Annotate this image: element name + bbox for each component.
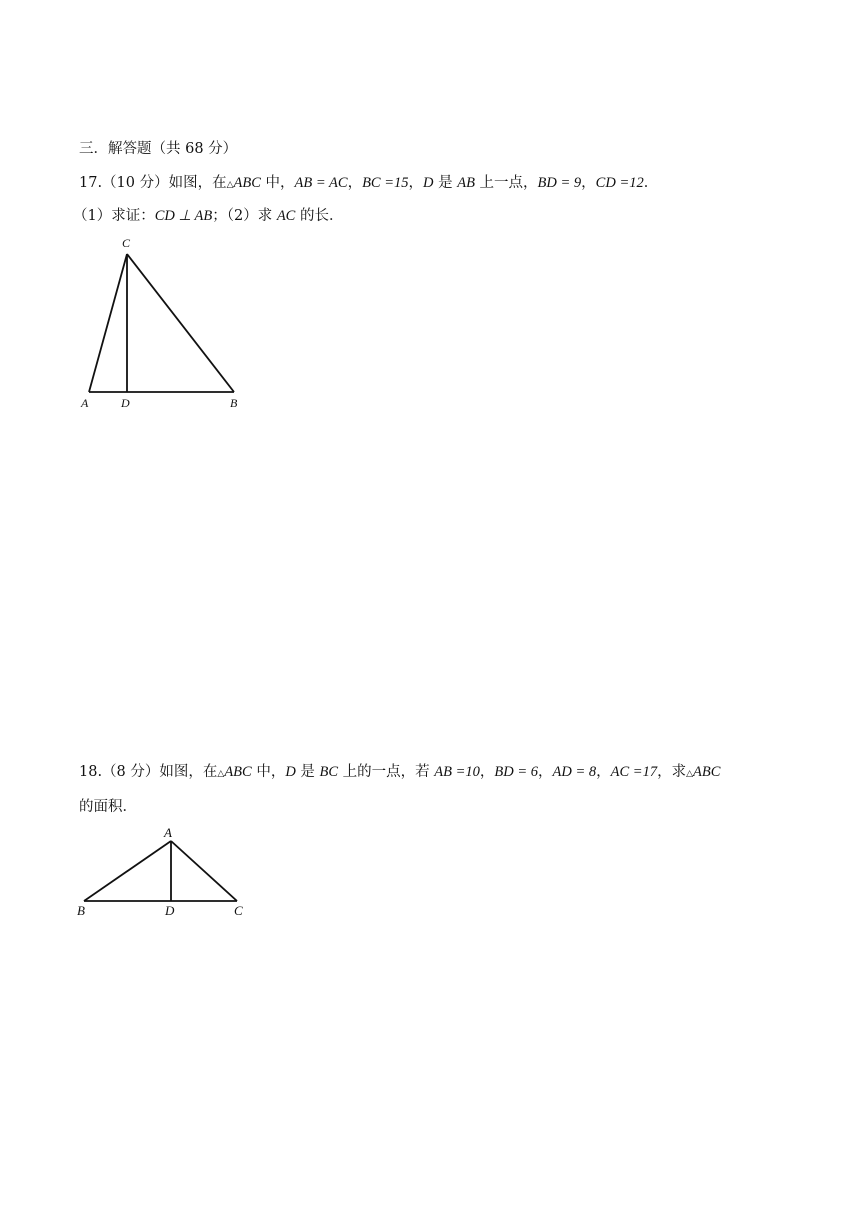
q18-sep: ， (538, 764, 553, 780)
q17-number: 17.（10 分）如图，在 (79, 175, 227, 191)
q17-segment-ab: AB (457, 175, 475, 191)
q17-side-ac (89, 254, 127, 392)
q17-statement-line2 (73, 206, 343, 226)
q17-text: 中， (260, 175, 295, 191)
q17-part1-label: （1）求证： (73, 208, 155, 224)
q18-text: 中， (251, 764, 286, 780)
q17-text: 上一点， (474, 175, 538, 191)
q18-number: 18.（8 分）如图，在 (79, 764, 218, 780)
q18-text: 是 (295, 764, 320, 780)
q17-perp-claim: CD ⊥ AB (154, 208, 213, 224)
section-heading: 三．解答题（共 68 分） (79, 141, 238, 157)
q18-figure (76, 824, 251, 924)
q17-text: ． (643, 175, 659, 191)
triangle-symbol: △ (217, 769, 225, 779)
q18-side-ab (84, 841, 171, 901)
q18-sep: ， (479, 764, 495, 780)
q17-part2-label: ；（2）求 (212, 208, 277, 224)
q17-eq-bc: BC =15 (362, 175, 409, 191)
q18-segment-bc: BC (319, 764, 339, 780)
q17-sep: ， (581, 175, 596, 191)
q18-eq-ab: AB =10 (434, 764, 480, 780)
triangle-symbol: △ (226, 180, 234, 190)
q18-label-b: B (77, 903, 85, 918)
q18-side-ac (171, 841, 237, 901)
q18-label-a: A (164, 825, 172, 840)
q18-triangle-name: ABC (693, 764, 721, 780)
q18-statement-line1 (79, 762, 720, 784)
q17-eq-bd: BD = 9 (537, 175, 582, 191)
q18-sep: ， (596, 764, 611, 780)
q17-text: 的长． (295, 208, 344, 224)
q18-label-d: D (165, 903, 175, 918)
q17-sep: ， (408, 175, 424, 191)
q18-label-c: C (234, 903, 243, 918)
q18-statement-line2: 的面积． (79, 799, 137, 815)
q18-eq-ac: AC =17 (610, 764, 658, 780)
q17-triangle-name: ABC (233, 175, 261, 191)
q17-sep: ， (347, 175, 363, 191)
q18-text: ，求 (657, 764, 687, 780)
q17-label-b: B (230, 396, 238, 410)
q17-label-d: D (121, 396, 130, 410)
q17-segment-ac: AC (276, 208, 296, 224)
q18-eq-ad: AD = 8 (552, 764, 597, 780)
q18-text: 上的一点，若 (338, 764, 435, 780)
q17-statement-line1 (79, 173, 658, 195)
q17-side-cb (127, 254, 234, 392)
q17-eq-cd: CD =12 (595, 175, 644, 191)
q17-text: 是 (433, 175, 458, 191)
q18-triangle-name: ABC (224, 764, 252, 780)
q17-point-d: D (423, 175, 434, 191)
q18-eq-bd: BD = 6 (494, 764, 539, 780)
q17-figure (78, 235, 253, 415)
q17-eq-ab-ac: AB = AC (294, 175, 348, 191)
q18-point-d: D (285, 764, 296, 780)
q17-label-a: A (81, 396, 89, 410)
triangle-symbol: △ (686, 769, 694, 779)
q17-label-c: C (122, 236, 131, 250)
